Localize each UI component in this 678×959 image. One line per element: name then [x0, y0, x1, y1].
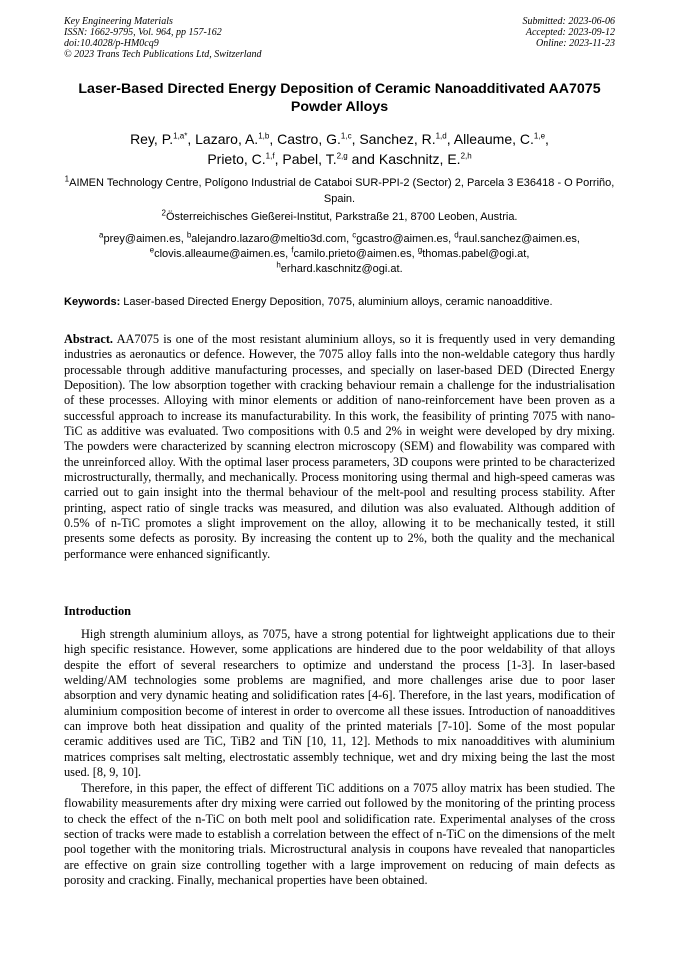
- online-date: Online: 2023-11-23: [536, 38, 615, 49]
- keywords-text: Laser-based Directed Energy Deposition, 7075, aluminium alloys, ceramic nanoadditive.: [120, 296, 553, 308]
- journal-header: [64, 16, 262, 60]
- affiliation: $^2$Österreichisches Gießerei-Institut, Parkstraße 21, 8700 Leoben, Austria.: [161, 208, 518, 223]
- email[interactable]: $^c$gcastro@aimen.es: [352, 230, 449, 245]
- email[interactable]: $^h$erhard.kaschnitz@ogi.at: [276, 260, 400, 275]
- introduction-paragraph: High strength aluminium alloys, as 7075, have a strong potential for lightweight applications due to their high specific resistance. However, some applications are hindered due to the poor weldability of that alloys despite the effort of several researchers to optimize and understand the process [1-3]. In laser-based welding/AM technologies some problems are magnified, and more challenges arise due to poor laser absorption and very dynamic heating and solidification rates [4-6]. Therefore, in the last years, modification of aluminium composition become of interest in order to overcome all these issues. Introduction of nanoadditives can improve both heat dissipation and quality of the printed materials [7-10]. Some of the most popular ceramic additives used are TiC, TiB2 and TiN [10, 11, 12]. Methods to mix nanoadditives with aluminium matrices comprises salt melting, electrostatic assembly technique, wet and dry mixing being the last the most used. [8, 9, 10].: [64, 627, 615, 779]
- email[interactable]: $^a$prey@aimen.es: [99, 230, 181, 245]
- email[interactable]: $^e$clovis.alleaume@aimen.es: [149, 245, 286, 260]
- author-list: [64, 129, 615, 169]
- author: Lazaro, A.$^{1,b}$,: [195, 131, 278, 147]
- abstract-label: Abstract.: [64, 332, 114, 346]
- email[interactable]: $^f$camilo.prieto@aimen.es: [291, 245, 412, 260]
- author: Prieto, C.$^{1,f}$,: [207, 151, 283, 167]
- author: Pabel, T.$^{2,g}$ and: [282, 151, 379, 167]
- author: Castro, G.$^{1,c}$,: [277, 131, 360, 147]
- journal-name: Key Engineering Materials: [64, 16, 173, 27]
- publication-dates: [523, 16, 616, 49]
- journal-copyright: © 2023 Trans Tech Publications Ltd, Switzerland: [64, 49, 262, 60]
- keywords: [64, 295, 624, 309]
- abstract: [64, 332, 615, 562]
- email[interactable]: $^d$raul.sanchez@aimen.es: [454, 230, 577, 245]
- journal-doi: doi:10.4028/p-HM0cq9: [64, 38, 159, 49]
- journal-issn: ISSN: 1662-9795, Vol. 964, pp 157-162: [64, 27, 222, 38]
- keywords-label: Keywords:: [64, 296, 121, 308]
- paper-title: Laser-Based Directed Energy Deposition of Ceramic Nanoadditivated AA7075 Powder Alloys: [78, 81, 601, 115]
- author: Rey, P.$^{1,a*}$,: [130, 131, 196, 147]
- accepted-date: Accepted: 2023-09-12: [525, 27, 615, 38]
- author: Kaschnitz, E.$^{2,h}$: [378, 151, 472, 167]
- introduction-paragraph: Therefore, in this paper, the effect of different TiC additions on a 7075 alloy matrix has been studied. The flowability measurements after dry mixing were carried out followed by the monitoring of the printing process to check the effect of the n-TiC on both melt pool and solidification rate. Experimental analyses of the cross section of tracks were made to establish a correlation between the effect of n-TiC on the dimensions of the melt pool together with the monitoring trials. Microstructural analysis in coupons have revealed that nanoparticles are effective on grain size controlling together with a large improvement on reducing of main defects as porosity and cracking. Finally, mechanical properties have been obtained.: [64, 781, 615, 887]
- email[interactable]: $^b$alejandro.lazaro@meltio3d.com: [186, 230, 347, 245]
- abstract-text: AA7075 is one of the most resistant aluminium alloys, so it is frequently used in very demanding industries as aeronautics or defence. However, the 7075 alloy falls into the non-weldable category thus hardly processable through additive manufacturing processes, and specially on laser-based DED (Directed Energy Deposition). The low absorption together with cracking behaviour remain a challenge for the industrialisation of these processes. Alloying with minor elements or addition of nano-reinforcement have been proven as a successful approach to increase its manufacturability. In this work, the feasibility of printing 7075 with nano-TiC as additive was evaluated. Two compositions with 0.5 and 2% in weight were developed by dry mixing. The powders were characterized by scanning electron microscopy (SEM) and flowability was compared with the unreinforced alloy. With the optimal laser process parameters, 3D coupons were printed to be characterized microstructurally, thermally, and mechanically. Process monitoring using thermal and high-speed cameras was carried out to gain insight into the thermal behaviour of the melt-pool and resulting process stability. After printing, aspect ratio of single tracks was measured, and dilution was also evaluated. Although addition of 0.5% of n-TiC promotes a slight improvement on the alloy, allowing it to be mechanically tested, it still presents some defects as porosity. By increasing the content up to 2%, both the quality and the mechanical performance were enhanced significantly.: [64, 332, 615, 561]
- author: Alleaume, C.$^{1,e}$,: [453, 131, 549, 147]
- author: Sanchez, R.$^{1,d}$,: [359, 131, 454, 147]
- email-list: $^a$prey@aimen.es, $^b$alejandro.lazaro@meltio3d.com, $^c$gcastro@aimen.es, $^d$raul.sanchez@aimen.es, $^e$clovis.alleaume@aimen.es, $^f$camilo.prieto@aimen.es, $^g$thomas.pabel@ogi.at, $^h$erhard.kaschnitz@ogi.at.: [99, 230, 580, 275]
- email[interactable]: $^g$thomas.pabel@ogi.at: [417, 245, 527, 260]
- affiliation: $^1$AIMEN Technology Centre, Polígono Industrial de Cataboi SUR-PPI-2 (Sector) 2, Parcela 3 E36418 - O Porriño, Spain.: [64, 174, 615, 205]
- introduction-heading: Introduction: [64, 604, 131, 618]
- submitted-date: Submitted: 2023-06-06: [522, 16, 615, 27]
